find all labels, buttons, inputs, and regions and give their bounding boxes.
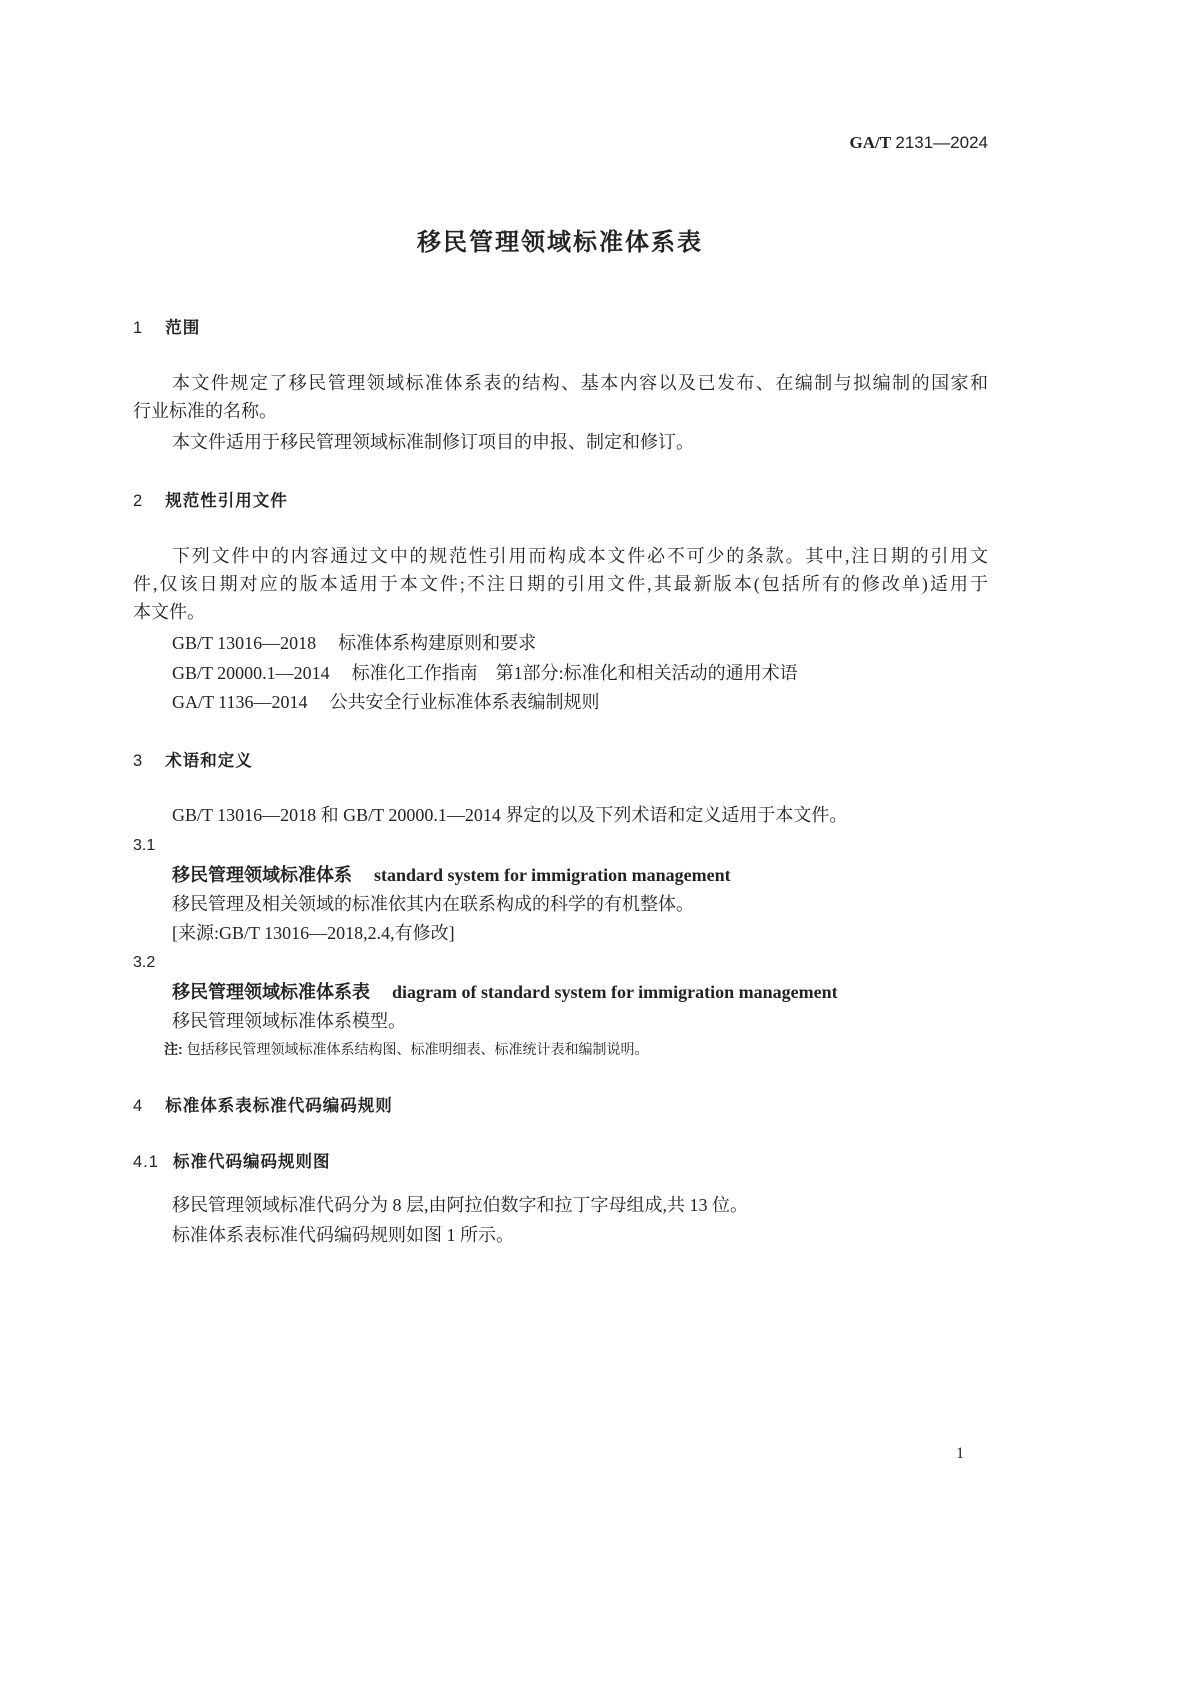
document-code — [850, 131, 988, 155]
paragraph: 本文件适用于移民管理领域标准制修订项目的申报、制定和修订。 — [172, 432, 694, 452]
subsection-heading-4-1 — [133, 1150, 330, 1174]
note-label: 注: — [164, 1041, 183, 1057]
term-en: standard system for immigration management — [374, 865, 731, 885]
term-number: 3.2 — [133, 954, 156, 971]
paragraph: 下列文件中的内容通过文中的规范性引用而构成本文件必不可少的条款。其中,注日期的引用文 — [172, 546, 988, 566]
section-heading-3 — [133, 749, 253, 773]
term-en: diagram of standard system for immigration management — [392, 982, 838, 1002]
term-definition: 移民管理及相关领域的标准依其内在联系构成的科学的有机整体。 — [172, 894, 694, 914]
code-number: 2131—2024 — [895, 133, 988, 152]
reference-code: GB/T 20000.1—2014 — [172, 663, 330, 683]
section-number: 3 — [133, 752, 144, 770]
term-heading — [172, 863, 731, 887]
term-number: 3.1 — [133, 837, 156, 854]
section-heading-4 — [133, 1094, 393, 1118]
page-number: 1 — [956, 1445, 964, 1462]
code-prefix: GA/T — [849, 133, 892, 152]
paragraph: 本文件。 — [133, 602, 205, 622]
section-heading-2 — [133, 489, 288, 513]
section-title: 标准体系表标准代码编码规则 — [165, 1097, 393, 1115]
subsection-title: 标准代码编码规则图 — [172, 1153, 331, 1171]
reference-name: 标准化工作指南 第1部分:标准化和相关活动的通用术语 — [351, 663, 798, 683]
section-number: 1 — [133, 319, 144, 337]
reference-code: GA/T 1136—2014 — [172, 692, 308, 712]
paragraph: 本文件规定了移民管理领域标准体系表的结构、基本内容以及已发布、在编制与拟编制的国家和 — [172, 373, 988, 393]
paragraph: 标准体系表标准代码编码规则如图 1 所示。 — [172, 1225, 514, 1245]
section-number: 4 — [133, 1097, 144, 1115]
section-number: 2 — [133, 492, 144, 510]
reference-item — [172, 631, 536, 655]
reference-name: 标准体系构建原则和要求 — [338, 633, 537, 653]
section-title: 规范性引用文件 — [165, 492, 288, 510]
term-zh: 移民管理领域标准体系表 — [172, 982, 370, 1002]
paragraph: 移民管理领域标准代码分为 8 层,由阿拉伯数字和拉丁字母组成,共 13 位。 — [172, 1195, 748, 1215]
section-title: 范围 — [165, 319, 201, 337]
reference-name: 公共安全行业标准体系表编制规则 — [329, 692, 600, 712]
reference-item — [172, 690, 600, 714]
term-zh: 移民管理领域标准体系 — [172, 865, 352, 885]
paragraph: 行业标准的名称。 — [133, 401, 277, 421]
note-text: 包括移民管理领域标准体系结构图、标准明细表、标准统计表和编制说明。 — [186, 1041, 649, 1057]
paragraph: GB/T 13016—2018 和 GB/T 20000.1—2014 界定的以及下列术语和定义适用于本文件。 — [172, 805, 848, 825]
page-title: 移民管理领域标准体系表 — [417, 229, 703, 256]
subsection-number: 4.1 — [133, 1153, 159, 1171]
reference-item — [172, 661, 798, 685]
reference-code: GB/T 13016—2018 — [172, 633, 317, 653]
term-heading — [172, 980, 838, 1004]
term-definition: 移民管理领域标准体系模型。 — [172, 1011, 406, 1031]
section-heading-1 — [133, 316, 200, 340]
section-title: 术语和定义 — [165, 752, 253, 770]
term-source: [来源:GB/T 13016—2018,2.4,有修改] — [172, 923, 455, 943]
paragraph: 件,仅该日期对应的版本适用于本文件;不注日期的引用文件,其最新版本(包括所有的修改单)适用于 — [133, 574, 988, 594]
term-note — [164, 1039, 649, 1059]
